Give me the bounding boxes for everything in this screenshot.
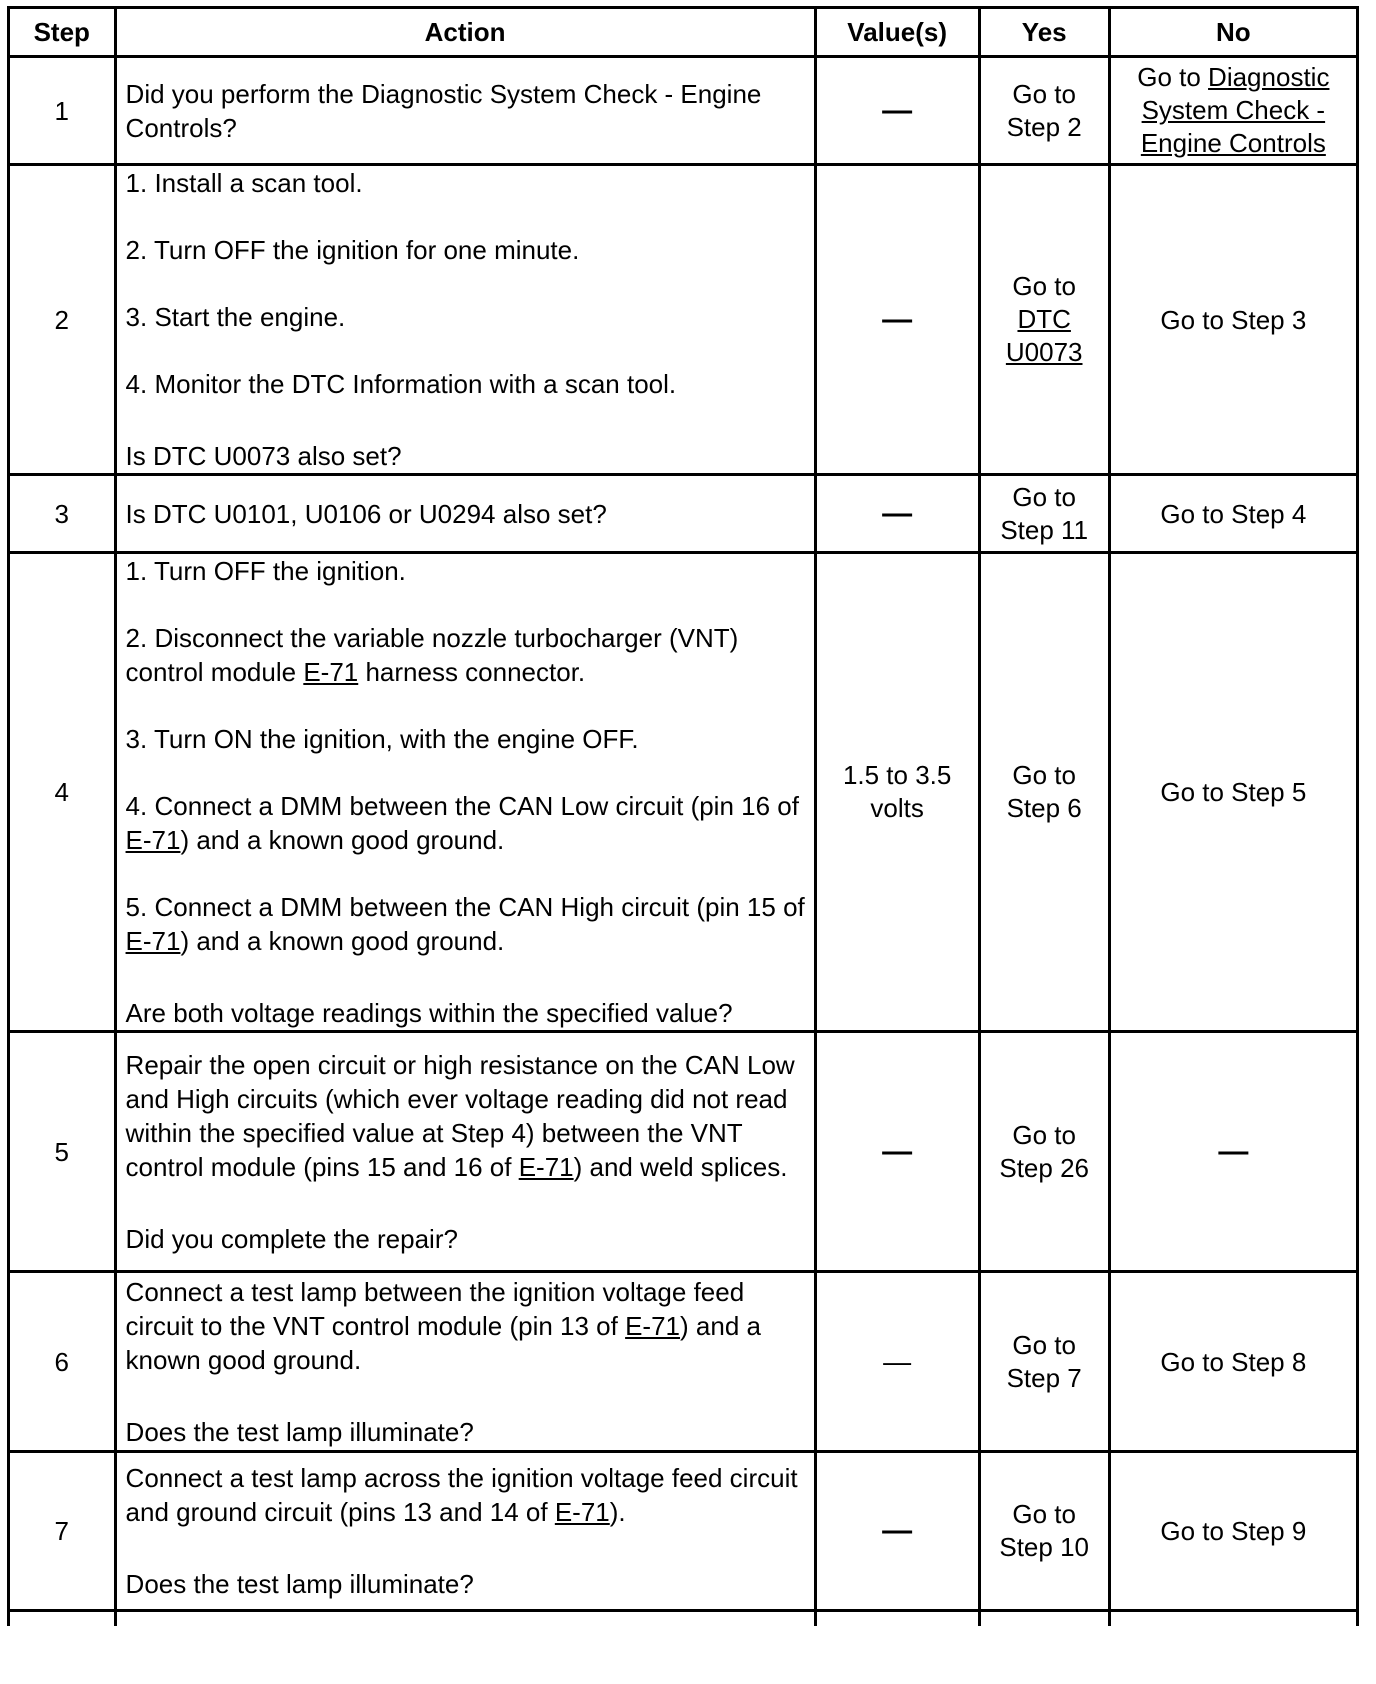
value-cell [815, 1032, 979, 1272]
no-cell: Go to Step 9 [1109, 1452, 1357, 1611]
yes-text: Go to Step 10 [999, 1499, 1089, 1562]
header-values: Value(s) [815, 8, 979, 57]
yes-text: Go to Step 7 [1006, 1329, 1082, 1393]
action-text: Did you complete the repair? [125, 1223, 458, 1254]
table-row [9, 1032, 1358, 1272]
header-yes: Yes [979, 8, 1109, 57]
table-row [9, 1452, 1358, 1611]
no-text: — [1218, 1134, 1249, 1168]
action-text: 2. Turn OFF the ignition for one minute. [125, 235, 580, 265]
step-number: 6 [9, 1272, 116, 1452]
table-row [9, 475, 1358, 553]
action-cell [115, 1032, 815, 1272]
action-text: Connect a test lamp between the ignition voltage feed circuit to the VNT control module (pin 13 of E-71) and a known good ground. [125, 1276, 761, 1375]
action-text: Are both voltage readings within the specified value? [125, 998, 733, 1028]
table-row [9, 165, 1358, 475]
value-text: — [882, 93, 913, 127]
yes-text: Go to Step 6 [1006, 760, 1082, 823]
link-dtc-u0073[interactable]: DTC U0073 [1005, 304, 1083, 367]
action-cell [115, 165, 815, 475]
table-row [9, 1272, 1358, 1452]
action-text: Connect a test lamp across the ignition voltage feed circuit and ground circuit (pins 13 and 14 of E-71). [125, 1463, 798, 1527]
action-cell [115, 1452, 815, 1611]
link-e-71[interactable]: E-71 [625, 1310, 681, 1341]
link-e-71[interactable]: E-71 [518, 1151, 574, 1182]
step-number: 4 [9, 553, 116, 1032]
action-text: Does the test lamp illuminate? [125, 1416, 474, 1447]
value-text: — [882, 302, 913, 336]
step-number: 7 [9, 1452, 116, 1611]
step-number: 1 [9, 57, 116, 165]
yes-text: Go to Step 26 [999, 1119, 1089, 1183]
no-prefix: Go to [1137, 62, 1209, 92]
link-e-71[interactable]: E-71 [125, 926, 181, 956]
yes-cell [979, 553, 1109, 1032]
value-cell [815, 1452, 979, 1611]
value-text: — [882, 1134, 913, 1168]
action-text: Is DTC U0101, U0106 or U0294 also set? [125, 498, 607, 529]
value-cell [815, 1272, 979, 1452]
table-row [9, 553, 1358, 1032]
header-row [9, 8, 1358, 57]
action-text: 5. Connect a DMM between the CAN High circuit (pin 15 of E-71) and a known good ground. [125, 892, 805, 956]
value-cell [815, 165, 979, 475]
value-text: — [882, 496, 913, 530]
yes-cell [979, 1032, 1109, 1272]
action-text: 4. Connect a DMM between the CAN Low circuit (pin 16 of E-71) and a known good ground. [125, 791, 799, 855]
action-text: 1. Install a scan tool. [125, 168, 363, 198]
yes-cell [979, 1272, 1109, 1452]
no-cell: Go to Step 4 [1109, 475, 1357, 553]
table-row [9, 57, 1358, 165]
header-step: Step [9, 8, 116, 57]
no-cell: Go to Step 8 [1109, 1272, 1357, 1452]
yes-cell [979, 1452, 1109, 1611]
no-cell: Go to Step 3 [1109, 165, 1357, 475]
value-cell [815, 553, 979, 1032]
action-text: 3. Turn ON the ignition, with the engine OFF. [125, 724, 639, 754]
no-cell [1109, 57, 1357, 165]
value-cell [815, 57, 979, 165]
action-text: Is DTC U0073 also set? [125, 441, 402, 471]
yes-cell [979, 57, 1109, 165]
value-text: 1.5 to 3.5 volts [842, 760, 952, 823]
no-cell [1109, 1032, 1357, 1272]
link-e-71[interactable]: E-71 [554, 1497, 610, 1527]
action-cell [115, 57, 815, 165]
action-text: Repair the open circuit or high resistance on the CAN Low and High circuits (which ever voltage reading did not read within the specified value at Step 4) between the VNT control module (pins 15 and 16 of E-71) and weld splices. [125, 1049, 795, 1182]
action-cell [115, 475, 815, 553]
yes-text: Go to Step 11 [1000, 481, 1089, 545]
action-text: 2. Disconnect the variable nozzle turbocharger (VNT) control module E-71 harness connector. [125, 623, 739, 687]
value-text: — [883, 1345, 912, 1377]
link-e-71[interactable]: E-71 [125, 825, 181, 855]
step-number: 2 [9, 165, 116, 475]
value-cell [815, 475, 979, 553]
yes-cell [979, 165, 1109, 475]
diagnostic-table [7, 6, 1359, 1626]
yes-prefix: Go to [1012, 271, 1076, 301]
header-action: Action [115, 8, 815, 57]
value-text: — [882, 1514, 913, 1547]
step-number: 3 [9, 475, 116, 553]
step-number: 5 [9, 1032, 116, 1272]
action-text: 1. Turn OFF the ignition. [125, 556, 406, 586]
action-text: 3. Start the engine. [125, 302, 346, 332]
header-no: No [1109, 8, 1357, 57]
action-text: 4. Monitor the DTC Information with a scan tool. [125, 369, 677, 399]
no-cell: Go to Step 5 [1109, 553, 1357, 1032]
action-cell [115, 1272, 815, 1452]
action-text: Did you perform the Diagnostic System Check - Engine Controls? [125, 78, 762, 143]
action-text: Does the test lamp illuminate? [125, 1569, 474, 1599]
action-cell [115, 553, 815, 1032]
link-diagnostic-system-check[interactable]: Diagnostic System Check - Engine Controls [1140, 62, 1330, 158]
yes-text: Go to Step 2 [1006, 78, 1082, 142]
link-e-71[interactable]: E-71 [303, 657, 359, 687]
table-row-partial [9, 1611, 1358, 1627]
yes-cell [979, 475, 1109, 553]
